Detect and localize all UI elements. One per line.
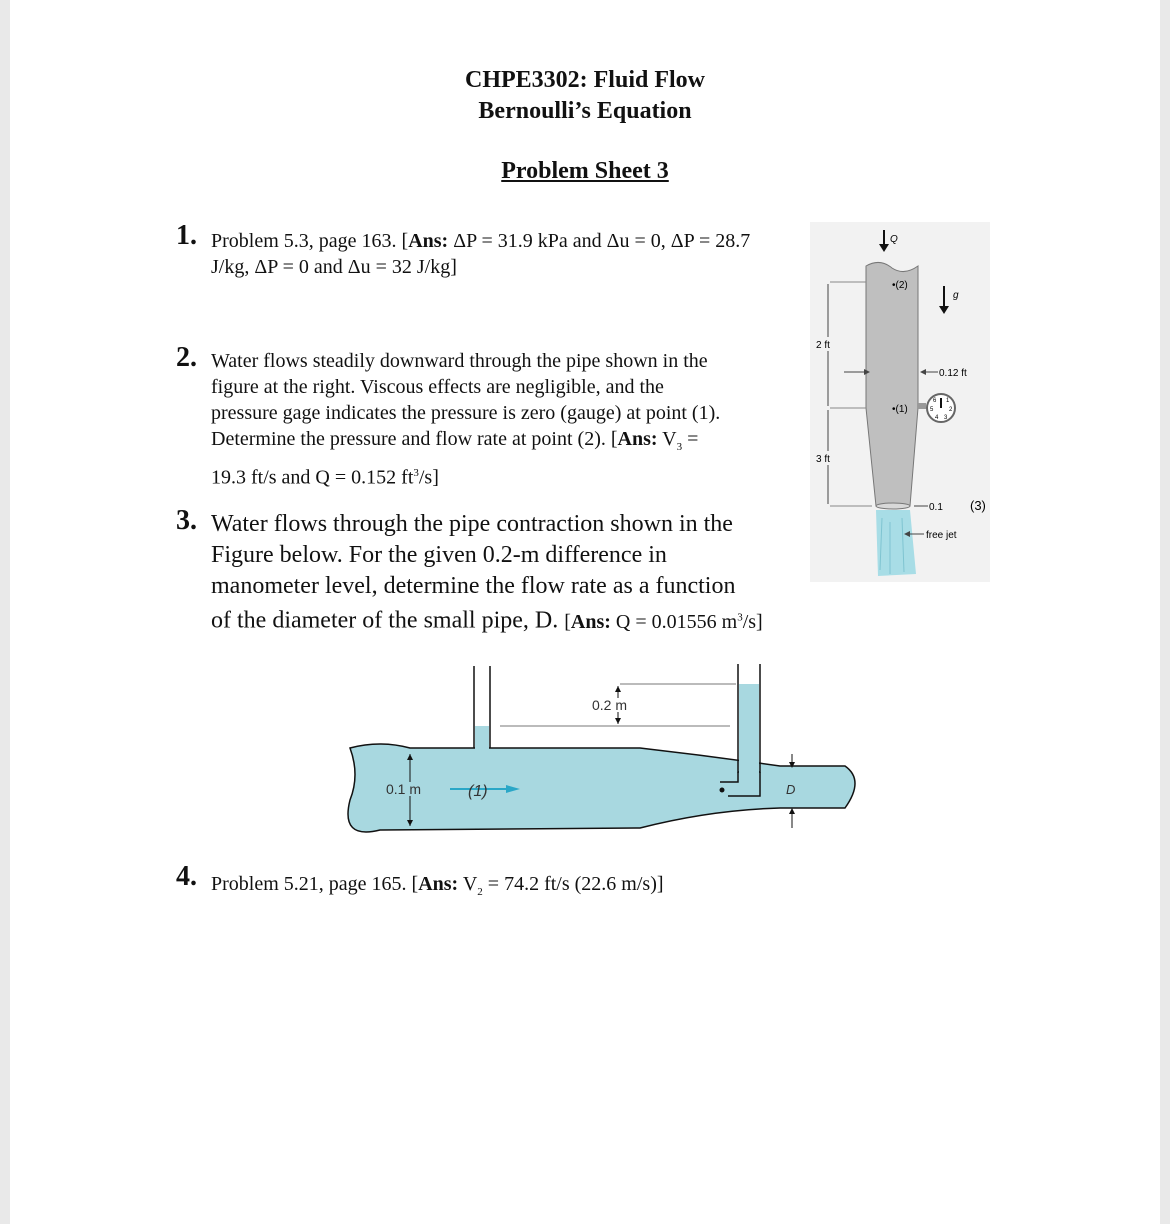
gauge-digit: 3 — [944, 415, 948, 421]
dim-2ft-label: 2 ft — [816, 340, 830, 351]
gauge-digit: 6 — [933, 398, 937, 404]
dim-3ft-label: 3 ft — [816, 454, 830, 465]
pipe-contraction-figure — [340, 660, 860, 840]
pipe-body — [866, 262, 918, 506]
gravity-label: g — [953, 290, 959, 301]
small-dia-label: D — [786, 782, 796, 797]
gauge-digit: 5 — [930, 407, 934, 413]
left-tube-water — [475, 726, 489, 750]
free-jet-label: free jet — [926, 530, 957, 541]
problem-2-number: 2. — [176, 342, 197, 373]
pipe-outlet — [876, 503, 910, 509]
problem-1-text: Problem 5.3, page 163. [Ans: ΔP = 31.9 kPa and Δu = 0, ΔP = 28.7 J/kg, ΔP = 0 and Δu = 32 J/kg] — [211, 230, 751, 278]
point-3-label: (3) — [970, 498, 986, 513]
diff-label: 0.2 m — [592, 697, 628, 713]
problem-2-text: Water flows steadily downward through the pipe shown in the figure at the right. Viscous effects are negligible, and the pressure gage indicates the pressure is zero (gauge) at point (1). Determine the pressure and flow rate at point (2). [Ans: $V_3$ = 19.3 ft/s and Q = 0.152 $ft^3/s$] — [211, 350, 721, 489]
sheet-title: Problem Sheet 3 — [501, 158, 669, 184]
point-1-label: •(1) — [892, 404, 908, 415]
gauge-digit: 1 — [946, 398, 950, 404]
pitot-water — [739, 684, 759, 784]
problem-3-number: 3. — [176, 505, 197, 536]
dia-bottom-label: 0.1 — [929, 502, 943, 513]
problem-4-text: Problem 5.21, page 165. [Ans: $V_2 = 74.2$ ft/s (22.6 m/s)] — [211, 873, 664, 898]
dia-top-label: 0.12 ft — [939, 368, 967, 379]
course-title: CHPE3302: Fluid Flow — [464, 67, 705, 93]
point-2-label: •(2) — [892, 280, 908, 291]
topic-title: Bernoulli’s Equation — [478, 98, 692, 124]
problem-3-text: Water flows through the pipe contraction shown in the Figure below. For the given 0.2-m difference in manometer level, determine the flow rate as a function of the diameter of the small pipe, D. [Ans: Q = 0.01556 $m^3/s$] — [211, 511, 763, 634]
problem-4-number: 4. — [176, 861, 197, 892]
big-dia-label: 0.1 m — [386, 781, 422, 797]
vertical-pipe-figure — [810, 222, 1000, 582]
diff-arrow-down — [615, 718, 621, 724]
diff-arrow-up — [615, 686, 621, 692]
gauge-digit: 2 — [949, 407, 953, 413]
d-arrow-up — [789, 808, 795, 814]
gauge-digit: 4 — [935, 415, 939, 421]
stagnation-point — [720, 788, 725, 793]
problem-1-number: 1. — [176, 220, 197, 251]
point-1-label: (1) — [468, 783, 488, 800]
flow-label: Q — [890, 234, 898, 245]
gauge-tap — [918, 403, 926, 409]
